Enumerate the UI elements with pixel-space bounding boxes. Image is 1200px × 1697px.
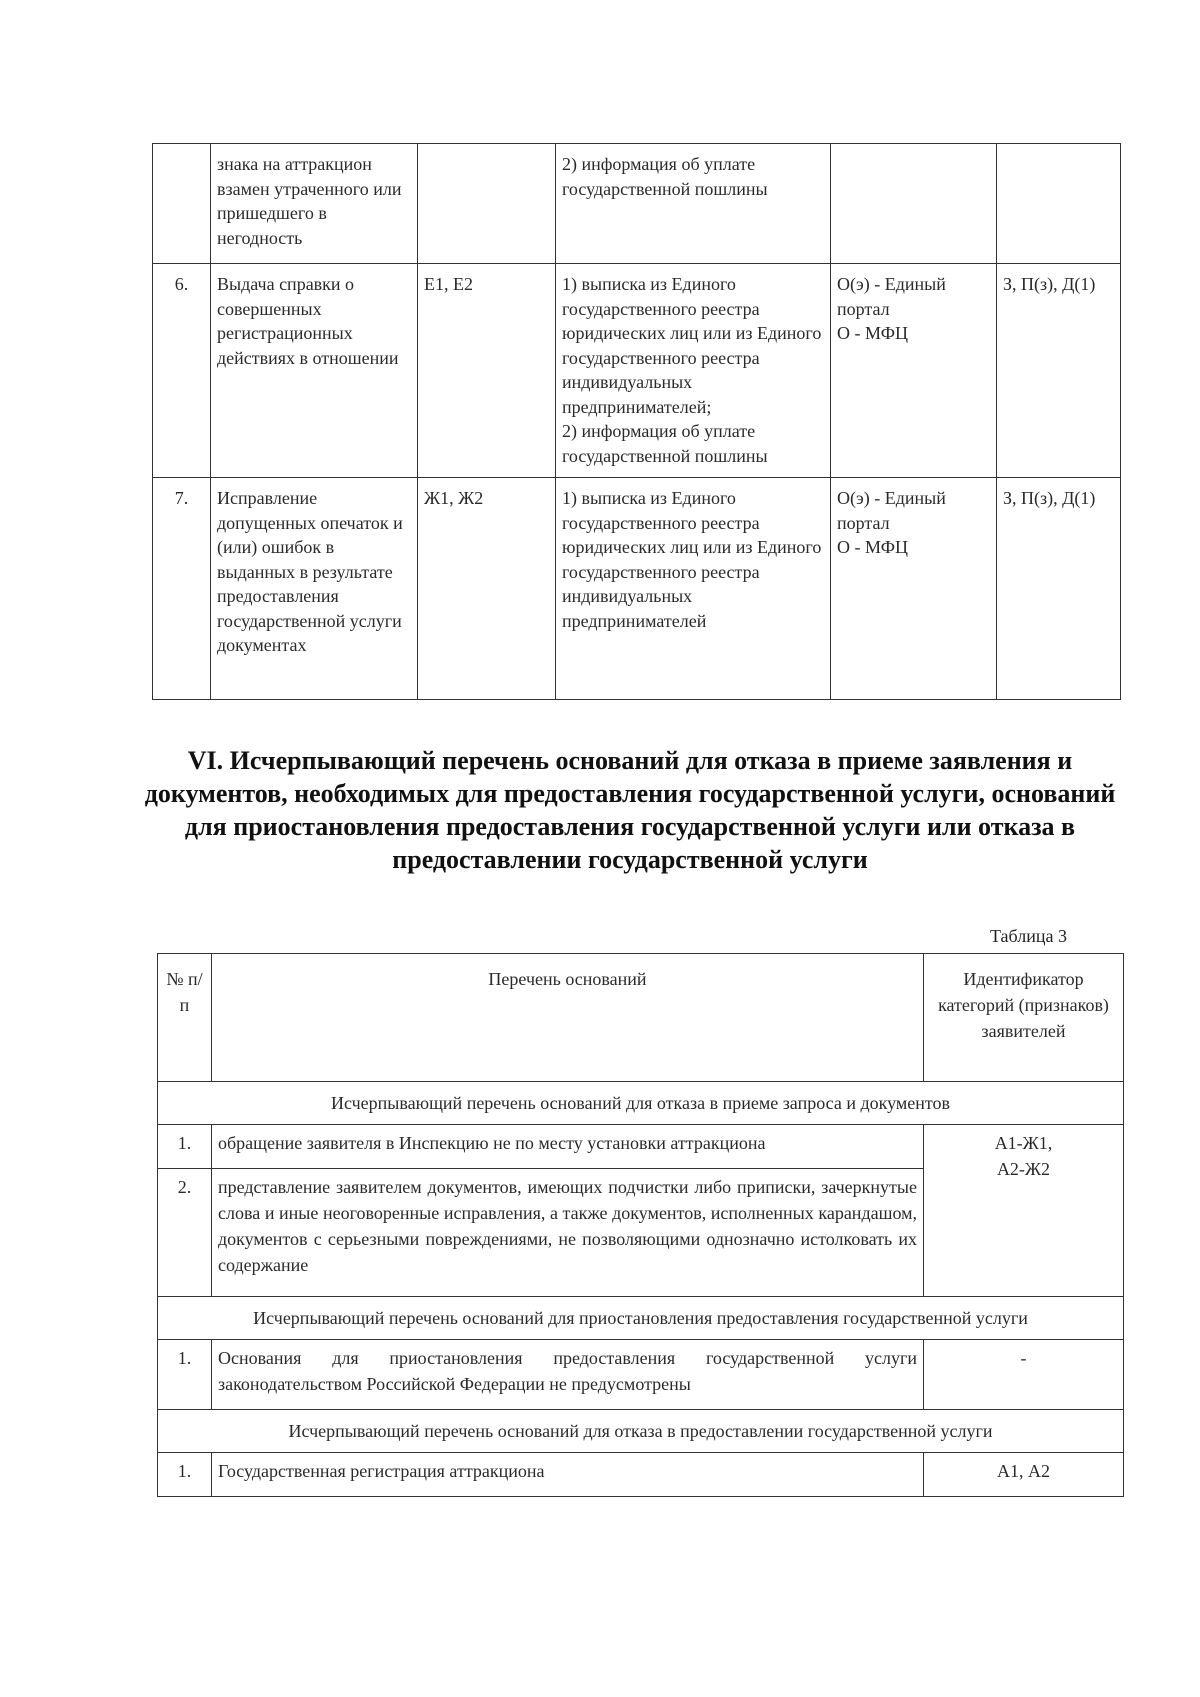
- section-row: [158, 1410, 1124, 1453]
- table-row: [158, 1340, 1124, 1410]
- section-title: Исчерпывающий перечень оснований для отказа в предоставлении государственной услуги: [158, 1410, 1124, 1453]
- service-name: Выдача справки о совершенных регистрационных действиях в отношении: [211, 264, 418, 478]
- service-name: знака на аттракцион взамен утраченного или пришедшего в негодность: [211, 144, 418, 264]
- section-title: Исчерпывающий перечень оснований для отказа в приеме запроса и документов: [158, 1082, 1124, 1125]
- section-row: [158, 1297, 1124, 1340]
- section-heading: VI. Исчерпывающий перечень оснований для отказа в приеме заявления и документов, необходимых для предоставления государственной услуги, оснований для приостановления предоставления государственной услуги или отказа в предоставлении государственной услуги: [144, 746, 1116, 874]
- table-row: [158, 1453, 1124, 1497]
- ground-text: представление заявителем документов, имеющих подчистки либо приписки, зачеркнутые слова и иные неоговоренные исправления, а также документов, исполненных карандашом, документов с серьезными повреждениями, не позволяющими однозначно истолковать их содержание: [212, 1169, 924, 1297]
- result-method: [997, 144, 1121, 264]
- submission-method: О(э) - Единый портал О - МФЦ: [831, 264, 997, 478]
- service-name: Исправление допущенных опечаток и (или) ошибок в выданных в результате предоставления государственной услуги документах: [211, 478, 418, 700]
- ground-text: обращение заявителя в Инспекцию не по месту установки аттракциона: [212, 1125, 924, 1169]
- applicant-identifier: Ж1, Ж2: [418, 478, 556, 700]
- identifier-cell: -: [924, 1340, 1124, 1410]
- services-table: [152, 143, 1121, 700]
- row-number: [153, 144, 211, 264]
- section-row: [158, 1082, 1124, 1125]
- header-row: [158, 954, 1124, 1082]
- header-number: № п/п: [158, 954, 212, 1082]
- row-number: 2.: [158, 1169, 212, 1297]
- row-number: 1.: [158, 1453, 212, 1497]
- table-row: [153, 264, 1121, 478]
- result-method: З, П(з), Д(1): [997, 478, 1121, 700]
- row-number: 7.: [153, 478, 211, 700]
- header-identifier: Идентификатор категорий (признаков) заявителей: [924, 954, 1124, 1082]
- documents-list: 2) информация об уплате государственной пошлины: [556, 144, 831, 264]
- row-number: 1.: [158, 1125, 212, 1169]
- result-method: З, П(з), Д(1): [997, 264, 1121, 478]
- documents-list: 1) выписка из Единого государственного реестра юридических лиц или из Единого государственного реестра индивидуальных предпринимателей; 2) информация об уплате государственной пошлины: [556, 264, 831, 478]
- applicant-identifier: [418, 144, 556, 264]
- ground-text: Основания для приостановления предоставления государственной услуги законодательством Российской Федерации не предусмотрены: [212, 1340, 924, 1410]
- ground-text: Государственная регистрация аттракциона: [212, 1453, 924, 1497]
- identifier-cell: А1-Ж1, А2-Ж2: [924, 1125, 1124, 1297]
- identifier-cell: А1, А2: [924, 1453, 1124, 1497]
- table-caption: Таблица 3: [990, 926, 1067, 946]
- row-number: 6.: [153, 264, 211, 478]
- section-title: Исчерпывающий перечень оснований для приостановления предоставления государственной услуги: [158, 1297, 1124, 1340]
- documents-list: 1) выписка из Единого государственного реестра юридических лиц или из Единого государственного реестра индивидуальных предпринимателей: [556, 478, 831, 700]
- table-row: [153, 144, 1121, 264]
- table-row: [158, 1125, 1124, 1169]
- grounds-table: [157, 953, 1124, 1497]
- table-row: [153, 478, 1121, 700]
- header-grounds: Перечень оснований: [212, 954, 924, 1082]
- submission-method: О(э) - Единый портал О - МФЦ: [831, 478, 997, 700]
- applicant-identifier: Е1, Е2: [418, 264, 556, 478]
- row-number: 1.: [158, 1340, 212, 1410]
- submission-method: [831, 144, 997, 264]
